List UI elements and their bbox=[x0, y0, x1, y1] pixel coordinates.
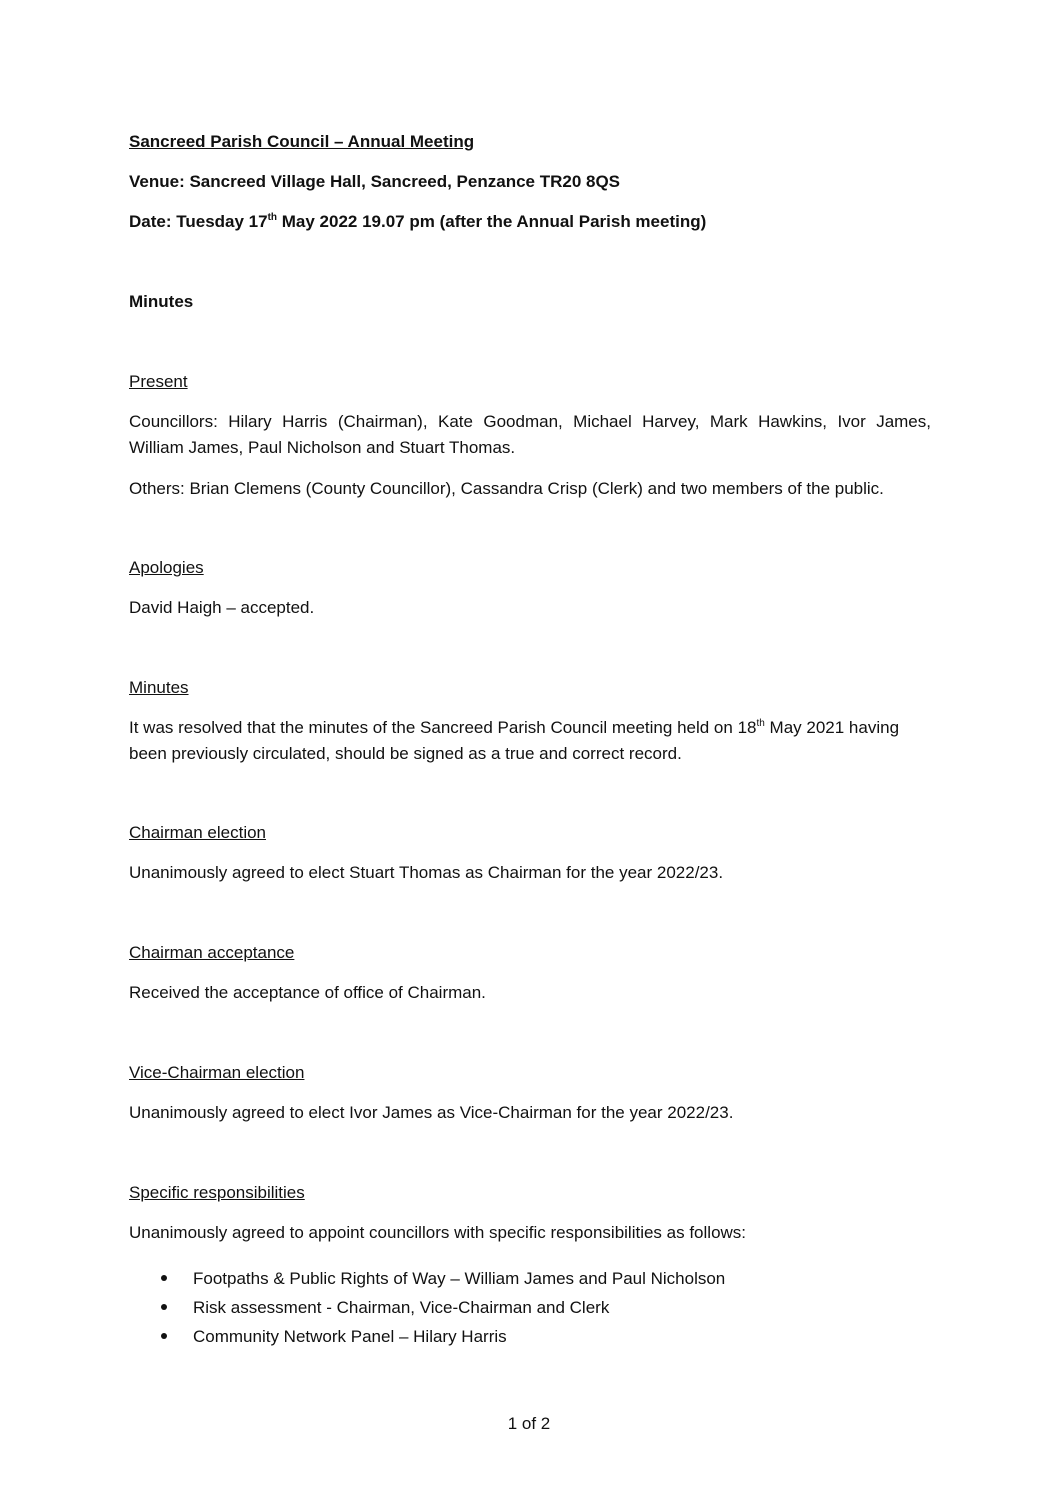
section-heading-apologies: Apologies bbox=[129, 558, 204, 577]
minutes-line-1-prefix: It was resolved that the minutes of the Sancreed Parish Council meeting held on 18 bbox=[129, 718, 757, 737]
present-councillors-paragraph bbox=[129, 409, 931, 461]
list-item bbox=[160, 1293, 725, 1322]
date-superscript: th bbox=[267, 212, 278, 223]
section-heading-chairman-election: Chairman election bbox=[129, 823, 267, 842]
venue-line: Venue: Sancreed Village Hall, Sancreed, Penzance TR20 8QS bbox=[129, 172, 621, 191]
minutes-superscript: th bbox=[756, 718, 765, 729]
bullet-icon bbox=[161, 1275, 167, 1281]
page-number: 1 of 2 bbox=[507, 1414, 551, 1433]
date-prefix: Date: Tuesday 17 bbox=[129, 212, 268, 231]
section-heading-present: Present bbox=[129, 372, 188, 391]
minutes-line-2: been previously circulated, should be signed as a true and correct record. bbox=[129, 744, 682, 763]
minutes-paragraph bbox=[129, 715, 931, 767]
section-heading-minutes: Minutes bbox=[129, 678, 189, 697]
bullet-icon bbox=[161, 1304, 167, 1310]
list-item-text: Community Network Panel – Hilary Harris bbox=[193, 1327, 507, 1346]
specific-responsibilities-text: Unanimously agreed to appoint councillors with specific responsibilities as follows: bbox=[129, 1223, 747, 1242]
list-item-text: Footpaths & Public Rights of Way – William James and Paul Nicholson bbox=[193, 1269, 726, 1288]
date-suffix: May 2022 19.07 pm (after the Annual Parish meeting) bbox=[277, 212, 707, 231]
minutes-line-1 bbox=[129, 715, 931, 741]
chairman-acceptance-text: Received the acceptance of office of Chairman. bbox=[129, 983, 486, 1002]
list-item bbox=[160, 1322, 725, 1351]
present-councillors-line-1: Councillors: Hilary Harris (Chairman), Kate Goodman, Michael Harvey, Mark Hawkins, Ivor James, bbox=[129, 412, 931, 431]
list-item bbox=[160, 1264, 725, 1293]
present-councillors-line-2: William James, Paul Nicholson and Stuart Thomas. bbox=[129, 438, 516, 457]
list-item-text: Risk assessment - Chairman, Vice-Chairman and Clerk bbox=[193, 1298, 610, 1317]
minutes-line-1-suffix: May 2021 having bbox=[764, 718, 900, 737]
document-title: Sancreed Parish Council – Annual Meeting bbox=[129, 132, 475, 151]
apologies-text: David Haigh – accepted. bbox=[129, 598, 315, 617]
chairman-election-text: Unanimously agreed to elect Stuart Thomas as Chairman for the year 2022/23. bbox=[129, 863, 724, 882]
section-heading-chairman-acceptance: Chairman acceptance bbox=[129, 943, 295, 962]
responsibilities-list bbox=[160, 1264, 725, 1351]
bullet-icon bbox=[161, 1333, 167, 1339]
present-others-text: Others: Brian Clemens (County Councillor), Cassandra Crisp (Clerk) and two members of the public. bbox=[129, 479, 884, 498]
section-heading-specific-responsibilities: Specific responsibilities bbox=[129, 1183, 305, 1202]
vice-chairman-election-text: Unanimously agreed to elect Ivor James as Vice-Chairman for the year 2022/23. bbox=[129, 1103, 734, 1122]
section-heading-vice-chairman-election: Vice-Chairman election bbox=[129, 1063, 305, 1082]
date-line bbox=[129, 212, 706, 232]
minutes-main-heading: Minutes bbox=[129, 292, 194, 311]
